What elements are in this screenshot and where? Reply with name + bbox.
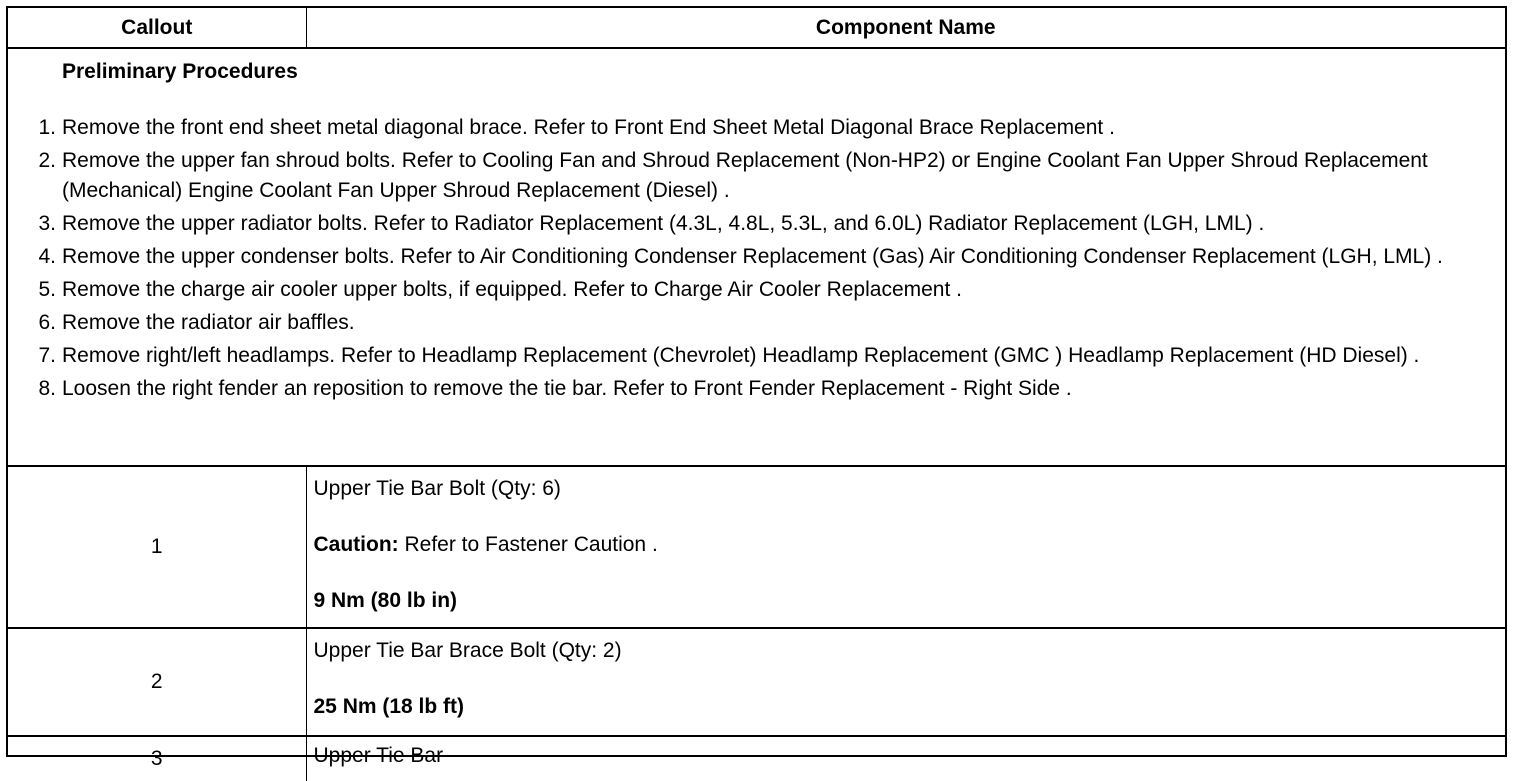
document-frame xyxy=(6,6,1507,770)
table-row xyxy=(8,736,1505,781)
callout-number: 2 xyxy=(8,628,306,736)
list-item xyxy=(8,113,1505,143)
component-name: Upper Tie Bar Brace Bolt (Qty: 2) xyxy=(313,639,622,662)
component-name-header: Component Name xyxy=(306,8,1505,48)
callout-table xyxy=(8,8,1505,781)
caution-text: Refer to Fastener Caution . xyxy=(398,533,658,556)
callout-number: 1 xyxy=(8,466,306,628)
list-item xyxy=(8,242,1505,272)
torque-spec: 9 Nm (80 lb in) xyxy=(313,589,458,612)
step-number: 2. xyxy=(38,149,56,172)
preliminary-steps-list xyxy=(8,113,1505,404)
list-item xyxy=(8,308,1505,338)
table-row xyxy=(8,466,1505,628)
step-number: 8. xyxy=(38,377,56,400)
step-text: Remove right/left headlamps. Refer to Headlamp Replacement (Chevrolet) Headlamp Replacement (GMC ) Headlamp Replacement (HD Diesel) . xyxy=(62,344,1420,367)
component-cell xyxy=(306,628,1505,736)
step-number: 4. xyxy=(38,245,56,268)
caution-note xyxy=(314,531,1506,559)
torque-spec: 25 Nm (18 lb ft) xyxy=(313,695,465,718)
preliminary-procedures-cell xyxy=(8,48,1505,466)
callout-header: Callout xyxy=(8,8,306,48)
list-item xyxy=(8,146,1505,206)
step-number: 6. xyxy=(38,311,56,334)
caution-label: Caution: xyxy=(313,533,399,556)
component-name: Upper Tie Bar Bolt (Qty: 6) xyxy=(313,477,561,500)
component-name: Upper Tie Bar xyxy=(313,744,444,767)
preliminary-row xyxy=(8,48,1505,466)
step-text: Remove the upper fan shroud bolts. Refer to Cooling Fan and Shroud Replacement (Non-HP2) or Engine Coolant Fan Upper Shroud Replacement (Mechanical) Engine Coolant Fan Upper Shroud Replacement (Diesel) . xyxy=(62,149,1428,202)
list-item xyxy=(8,275,1505,305)
callout-number: 3 xyxy=(8,736,306,781)
step-number: 7. xyxy=(38,344,56,367)
step-number: 3. xyxy=(38,212,56,235)
step-number: 1. xyxy=(38,116,56,139)
step-text: Loosen the right fender an reposition to remove the tie bar. Refer to Front Fender Replacement - Right Side . xyxy=(62,377,1072,400)
list-item xyxy=(8,209,1505,239)
step-text: Remove the upper condenser bolts. Refer to Air Conditioning Condenser Replacement (Gas) Air Conditioning Condenser Replacement (LGH, LML) . xyxy=(62,245,1443,268)
step-text: Remove the radiator air baffles. xyxy=(62,311,355,334)
list-item xyxy=(8,341,1505,371)
component-cell xyxy=(306,466,1505,628)
step-text: Remove the upper radiator bolts. Refer to Radiator Replacement (4.3L, 4.8L, 5.3L, and 6.0L) Radiator Replacement (LGH, LML) . xyxy=(62,212,1265,235)
step-number: 5. xyxy=(38,278,56,301)
list-item xyxy=(8,374,1505,404)
component-cell xyxy=(306,736,1505,781)
preliminary-procedures-title: Preliminary Procedures xyxy=(62,60,298,83)
header-row xyxy=(8,8,1505,48)
table-row xyxy=(8,628,1505,736)
step-text: Remove the charge air cooler upper bolts, if equipped. Refer to Charge Air Cooler Replacement . xyxy=(62,278,962,301)
step-text: Remove the front end sheet metal diagonal brace. Refer to Front End Sheet Metal Diagonal Brace Replacement . xyxy=(62,116,1115,139)
